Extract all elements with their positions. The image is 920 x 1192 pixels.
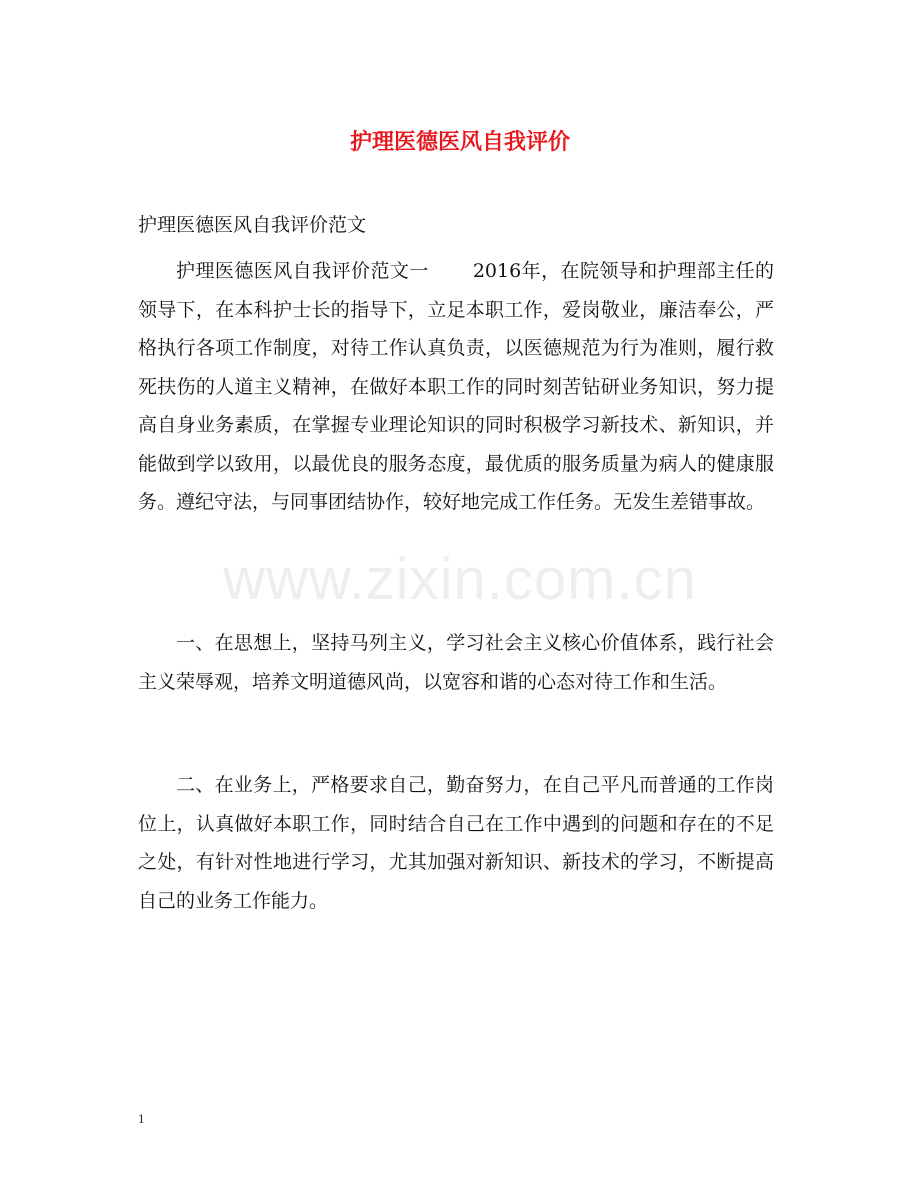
document-subtitle: 护理医德医风自我评价范文 — [138, 214, 367, 236]
document-title: 护理医德医风自我评价 — [349, 129, 570, 155]
watermark-text: www.zixin.com.cn — [223, 547, 697, 612]
paragraph-2: 一、在思想上，坚持马列主义，学习社会主义核心价值体系，践行社会主义荣辱观，培养文明道德风尚，以宽容和谐的心态对待工作和生活。 — [138, 632, 774, 693]
paragraph-1 — [138, 252, 774, 522]
paragraph-3: 二、在业务上，严格要求自己，勤奋努力，在自己平凡而普通的工作岗位上，认真做好本职工作，同时结合自己在工作中遇到的问题和存在的不足之处，有针对性地进行学习，尤其加强对新知识、新技术的学习，不断提高自己的业务工作能力。 — [138, 774, 774, 912]
paragraph-1-text: 2016年，在院领导和护理部主任的领导下，在本科护士长的指导下，立足本职工作，爱岗敬业，廉洁奉公，严格执行各项工作制度，对待工作认真负责，以医德规范为行为准则，履行救死扶伤的人道主义精神，在做好本职工作的同时刻苦钻研业务知识，努力提高自身业务素质，在掌握专业理论知识的同时积极学习新技术、新知识，并能做到学以致用，以最优良的服务态度，最优质的服务质量为病人的健康服务。遵纪守法，与同事团结协作，较好地完成工作任务。无发生差错事故。 — [138, 260, 774, 513]
page-number: 1 — [138, 1111, 145, 1126]
paragraph-1-lead: 护理医德医风自我评价范文一 — [176, 260, 429, 282]
